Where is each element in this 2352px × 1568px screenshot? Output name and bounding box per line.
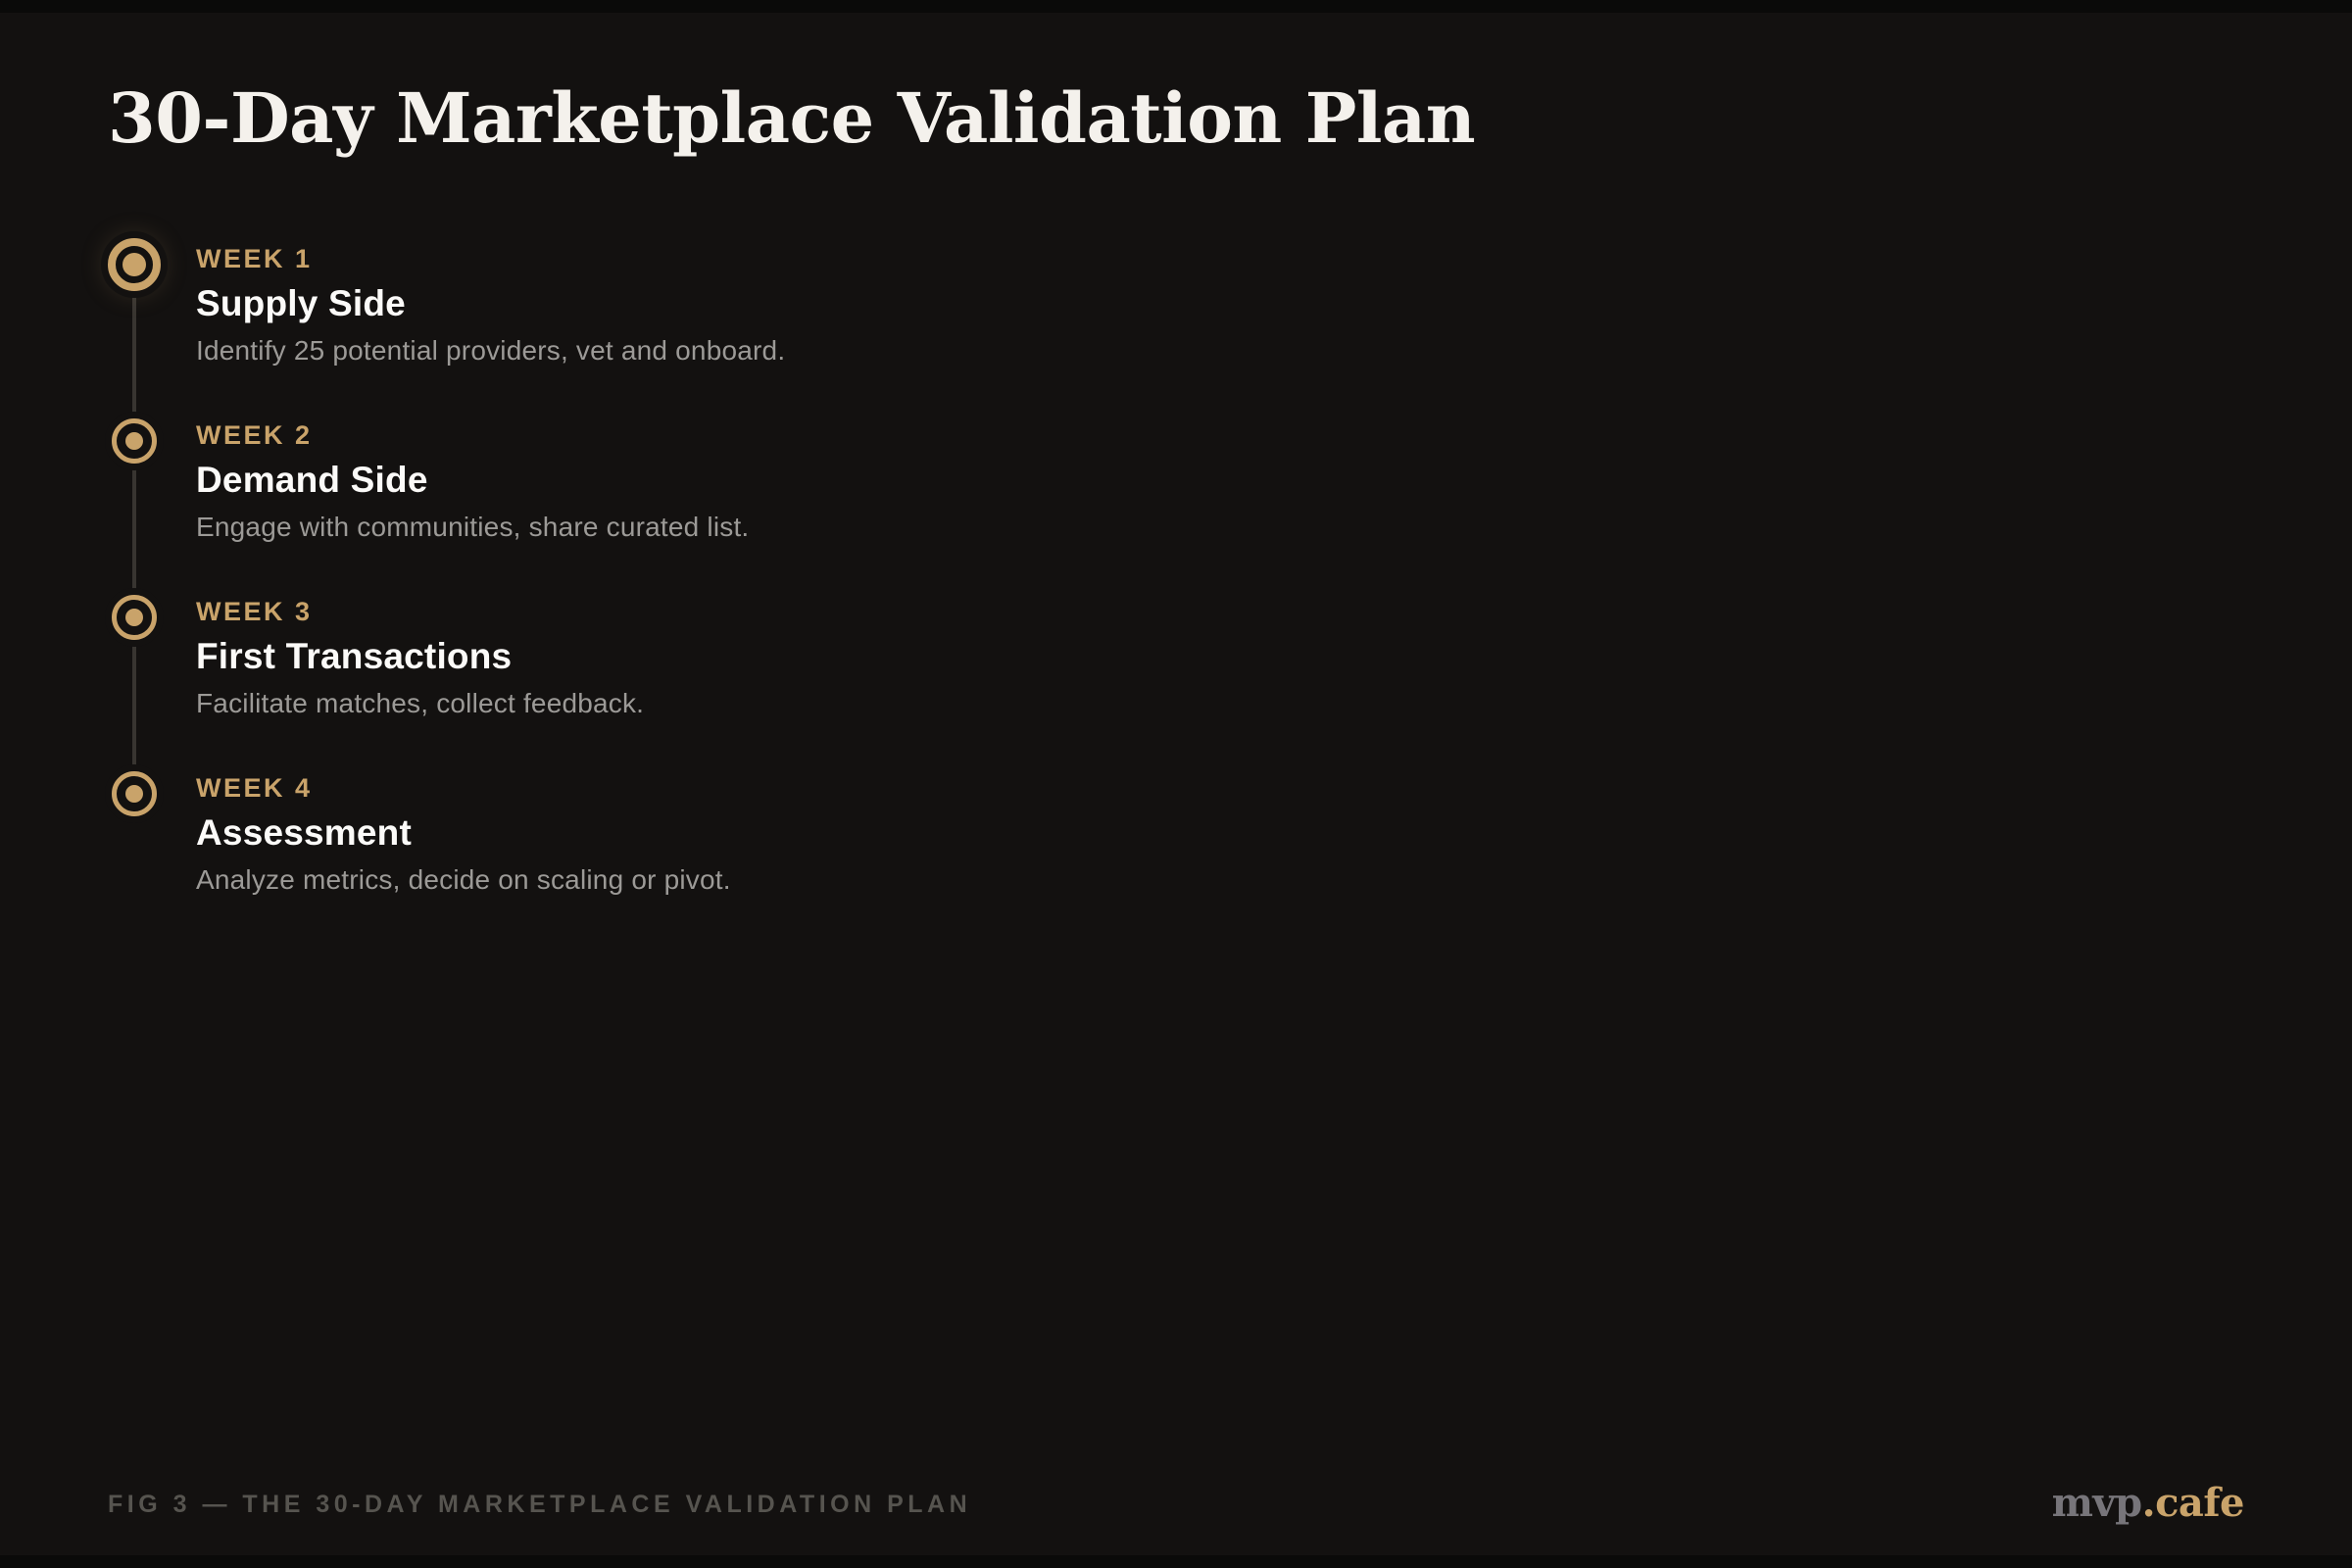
- item-title: Assessment: [196, 812, 413, 853]
- brand-name-gray: mvp: [2051, 1480, 2142, 1526]
- brand-logo: [2052, 1482, 2244, 1525]
- marker-dot-icon: [125, 785, 143, 803]
- marker-dot-icon: [122, 253, 146, 276]
- timeline-item-week-4: [108, 771, 1284, 898]
- timeline: [108, 242, 1284, 898]
- week-2-marker-icon: [112, 418, 157, 464]
- brand-name-gold: .cafe: [2141, 1480, 2244, 1526]
- week-label: WEEK 1: [196, 244, 313, 273]
- item-description: Facilitate matches, collect feedback.: [196, 688, 645, 718]
- item-description: Identify 25 potential providers, vet and onboard.: [196, 335, 786, 366]
- top-letterbox-bar: [0, 0, 2352, 13]
- week-4-marker-icon: [112, 771, 157, 816]
- week-1-marker-icon: [108, 238, 161, 291]
- page-title: 30-Day Marketplace Validation Plan: [108, 77, 1476, 159]
- timeline-item-week-2: [108, 418, 1284, 595]
- figure-caption: FIG 3 — THE 30-DAY MARKETPLACE VALIDATION PLAN: [108, 1491, 972, 1518]
- week-label: WEEK 4: [196, 773, 313, 803]
- item-description: Engage with communities, share curated list.: [196, 512, 750, 542]
- marker-dot-icon: [125, 432, 143, 450]
- timeline-item-week-1: [108, 242, 1284, 418]
- item-description: Analyze metrics, decide on scaling or pivot.: [196, 864, 731, 895]
- week-label: WEEK 3: [196, 597, 313, 626]
- timeline-item-week-3: [108, 595, 1284, 771]
- week-3-marker-icon: [112, 595, 157, 640]
- item-title: Supply Side: [196, 283, 406, 323]
- item-title: First Transactions: [196, 636, 513, 676]
- marker-dot-icon: [125, 609, 143, 626]
- bottom-letterbox-bar: [0, 1555, 2352, 1568]
- item-title: Demand Side: [196, 460, 428, 500]
- week-label: WEEK 2: [196, 420, 313, 450]
